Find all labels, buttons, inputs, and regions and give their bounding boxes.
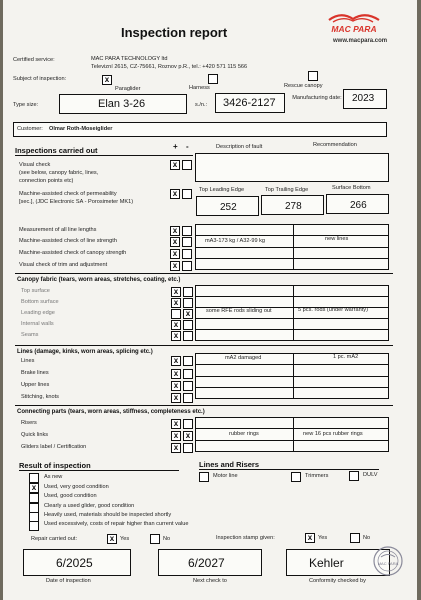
result-excessive-checkbox[interactable] xyxy=(29,521,39,531)
lines-risers-title: Lines and Risers xyxy=(199,460,260,469)
inspection-report-page xyxy=(3,0,417,600)
visual-check-sub2: connection points etc) xyxy=(19,178,74,184)
measure-3-plus[interactable]: x xyxy=(170,249,180,259)
repair-yes-label: Yes xyxy=(120,536,130,542)
canopy-row-internal: Internal walls xyxy=(21,321,54,327)
certified-label: Certified service: xyxy=(13,57,55,63)
measure-2-minus[interactable] xyxy=(182,237,192,247)
canopy-internal-minus[interactable] xyxy=(183,320,193,330)
leading-edge-rec: 5 pcs. rods (under warranty) xyxy=(298,307,368,313)
canopy-row-top: Top surface xyxy=(21,288,50,294)
canopy-leading-plus[interactable] xyxy=(171,309,181,319)
canopy-bottom-minus[interactable] xyxy=(183,298,193,308)
trimmers-checkbox[interactable] xyxy=(291,472,301,482)
type-size-label: Type size: xyxy=(13,102,39,108)
canopy-seams-minus[interactable] xyxy=(183,331,193,341)
fault-header: Description of fault xyxy=(216,144,263,150)
lines-row-stitching: Stitching, knots xyxy=(21,394,59,400)
svg-text:MAC PARA: MAC PARA xyxy=(331,24,377,34)
visual-plus-checkbox[interactable]: x xyxy=(170,160,180,170)
upper-plus[interactable]: x xyxy=(171,381,181,391)
measure-row-2: Machine-assisted check of line strength xyxy=(19,238,117,244)
connecting-row-quicklinks: Quick links xyxy=(21,432,49,438)
result-as-new-checkbox[interactable] xyxy=(29,473,39,483)
quicklinks-fault: rubber rings xyxy=(229,431,259,437)
serial-label: s./n.: xyxy=(195,102,208,108)
inspection-stamp xyxy=(372,545,404,577)
result-excessive: Used excessively, costs of repair higher than current value xyxy=(44,521,189,527)
visual-check-label: Visual check xyxy=(19,162,51,168)
inspections-title: Inspections carried out xyxy=(15,146,98,155)
result-very-good: Used, very good condition xyxy=(44,484,109,490)
visual-minus-checkbox[interactable] xyxy=(182,160,192,170)
harness-checkbox[interactable] xyxy=(208,74,218,84)
lines-rec: 1 pc. mA2 xyxy=(333,354,359,360)
stamp-yes-checkbox[interactable]: x xyxy=(305,533,315,543)
stamp-no-checkbox[interactable] xyxy=(350,533,360,543)
brake-plus[interactable]: x xyxy=(171,369,181,379)
line-strength-fault: mA3-173 kg / A32-99 kg xyxy=(205,238,266,244)
visual-check-sub1: (see below, canopy fabric, lines, xyxy=(19,170,99,176)
measure-4-minus[interactable] xyxy=(182,261,192,271)
inspection-date-field: 6/2025 xyxy=(23,549,131,576)
motor-line-checkbox[interactable] xyxy=(199,472,209,482)
measure-row-3: Machine-assisted check of canopy strength xyxy=(19,250,127,256)
perm-head-tte: Top Trailing Edge xyxy=(265,187,309,193)
visual-fault-field xyxy=(195,153,389,182)
connecting-row-label: Gliders label / Certification xyxy=(21,444,87,450)
quicklinks-minus[interactable]: x xyxy=(183,431,193,441)
motor-line-label: Motor line xyxy=(213,473,238,479)
stamp-given-label: Inspection stamp given: xyxy=(216,535,275,541)
measure-2-plus[interactable]: x xyxy=(170,237,180,247)
result-good: Used, good condition xyxy=(44,493,97,499)
dulv-label: DULV xyxy=(363,472,378,478)
canopy-top-plus[interactable]: x xyxy=(171,287,181,297)
result-very-good-checkbox[interactable]: x xyxy=(29,483,39,493)
next-check-label: Next check to xyxy=(193,578,227,584)
rescue-canopy-label: Rescue canopy xyxy=(284,83,323,89)
repair-label: Repair carried out: xyxy=(31,536,78,542)
company-name: MAC PARA TECHNOLOGY ltd xyxy=(91,56,168,62)
repair-no-checkbox[interactable] xyxy=(150,534,160,544)
lines-plus[interactable]: x xyxy=(171,356,181,366)
line-strength-rec: new lines xyxy=(325,236,349,242)
result-good-checkbox[interactable] xyxy=(29,493,39,503)
stitching-minus[interactable] xyxy=(183,393,193,403)
canopy-row-seams: Seams xyxy=(21,332,39,338)
result-title: Result of inspection xyxy=(19,461,91,470)
canopy-leading-minus[interactable]: x xyxy=(183,309,193,319)
measure-4-plus[interactable]: x xyxy=(170,261,180,271)
recommendation-header: Recommendation xyxy=(313,142,357,148)
subject-label: Subject of inspection: xyxy=(13,76,67,82)
measure-1-plus[interactable]: x xyxy=(170,226,180,236)
canopy-bottom-plus[interactable]: x xyxy=(171,298,181,308)
dulv-checkbox[interactable] xyxy=(349,471,359,481)
lines-minus[interactable] xyxy=(183,356,193,366)
rescue-canopy-checkbox[interactable] xyxy=(308,71,318,81)
measure-1-minus[interactable] xyxy=(182,226,192,236)
result-heavily-used: Heavily used, materials should be inspected shortly xyxy=(44,512,172,518)
permeability-sub: [sec.], (JDC Electronic SA - Porosimeter MK1) xyxy=(19,199,134,205)
lines-row-lines: Lines xyxy=(21,358,35,364)
next-check-field: 6/2027 xyxy=(158,549,262,576)
measure-row-1: Measurement of all line lengths xyxy=(19,227,97,233)
type-size-field: Elan 3-26 xyxy=(59,94,187,114)
lines-title: Lines (damage, kinks, worn areas, splicing etc.) xyxy=(17,349,153,355)
lines-row-upper: Upper lines xyxy=(21,382,50,388)
perm-tte-field: 278 xyxy=(261,195,324,215)
result-clearly-used: Clearly a used glider, good condition xyxy=(44,503,135,509)
upper-minus[interactable] xyxy=(183,381,193,391)
measure-3-minus[interactable] xyxy=(182,249,192,259)
customer-value: Olmar Roth-Moseiglider xyxy=(49,126,113,132)
trimmers-label: Trimmers xyxy=(305,473,329,479)
quicklinks-plus[interactable]: x xyxy=(171,431,181,441)
label-minus[interactable] xyxy=(183,443,193,453)
risers-minus[interactable] xyxy=(183,419,193,429)
minus-header: - xyxy=(186,142,189,151)
canopy-title: Canopy fabric (tears, worn areas, stretches, coating, etc.) xyxy=(17,277,181,283)
stitching-plus[interactable]: x xyxy=(171,393,181,403)
perm-sb-field: 266 xyxy=(326,194,389,214)
quicklinks-rec: new 16 pcs rubber rings xyxy=(303,431,363,437)
measure-row-4: Visual check of trim and adjustment xyxy=(19,262,108,268)
connecting-title: Connecting parts (tears, worn areas, stiffness, completeness etc.) xyxy=(17,409,205,415)
lines-fault: mA2 damaged xyxy=(225,355,262,361)
page-title: Inspection report xyxy=(121,25,228,40)
canopy-seams-plus[interactable]: x xyxy=(171,331,181,341)
mfg-date-label: Manufacturing date: xyxy=(292,95,342,101)
permeability-label: Machine-assisted check of permeability xyxy=(19,191,117,197)
checked-by-field: Kehler xyxy=(286,549,390,576)
canopy-top-minus[interactable] xyxy=(183,287,193,297)
perm-tle-field: 252 xyxy=(196,196,259,216)
brake-minus[interactable] xyxy=(183,369,193,379)
label-plus[interactable]: x xyxy=(171,443,181,453)
perm-head-sb: Surface Bottom xyxy=(332,185,371,191)
brand-logo xyxy=(321,12,387,34)
inspection-date-label: Date of inspection xyxy=(46,578,91,584)
perm-head-tle: Top Leading Edge xyxy=(199,187,245,193)
checked-by-label: Conformity checked by xyxy=(309,578,366,584)
svg-text:MAC PARA: MAC PARA xyxy=(377,561,399,566)
paraglider-label: Paraglider xyxy=(115,86,141,92)
customer-label: Customer: xyxy=(17,126,43,132)
stamp-no-label: No xyxy=(363,535,371,541)
mfg-date-field: 2023 xyxy=(343,89,387,109)
repair-no-label: No xyxy=(163,536,171,542)
stamp-yes-label: Yes xyxy=(318,535,328,541)
plus-header: + xyxy=(173,142,178,151)
lines-row-brake: Brake lines xyxy=(21,370,49,376)
serial-field: 3426-2127 xyxy=(215,93,285,113)
canopy-row-bottom: Bottom surface xyxy=(21,299,59,305)
repair-yes-checkbox[interactable]: x xyxy=(107,534,117,544)
canopy-internal-plus[interactable]: x xyxy=(171,320,181,330)
result-as-new: As new xyxy=(44,474,63,480)
paraglider-checkbox[interactable]: x xyxy=(102,75,112,85)
website: www.macpara.com xyxy=(333,38,388,44)
canopy-row-leading: Leading edge xyxy=(21,310,55,316)
connecting-row-risers: Risers xyxy=(21,420,37,426)
harness-label: Harness xyxy=(189,85,210,91)
permeability-minus-checkbox[interactable] xyxy=(182,189,192,199)
leading-edge-fault: some RFE rods sliding out xyxy=(206,308,272,314)
company-address: Televizní 2615, CZ-75661, Roznov p.R., tel.: +420 571 115 566 xyxy=(91,64,248,70)
risers-plus[interactable]: x xyxy=(171,419,181,429)
permeability-plus-checkbox[interactable]: x xyxy=(170,189,180,199)
